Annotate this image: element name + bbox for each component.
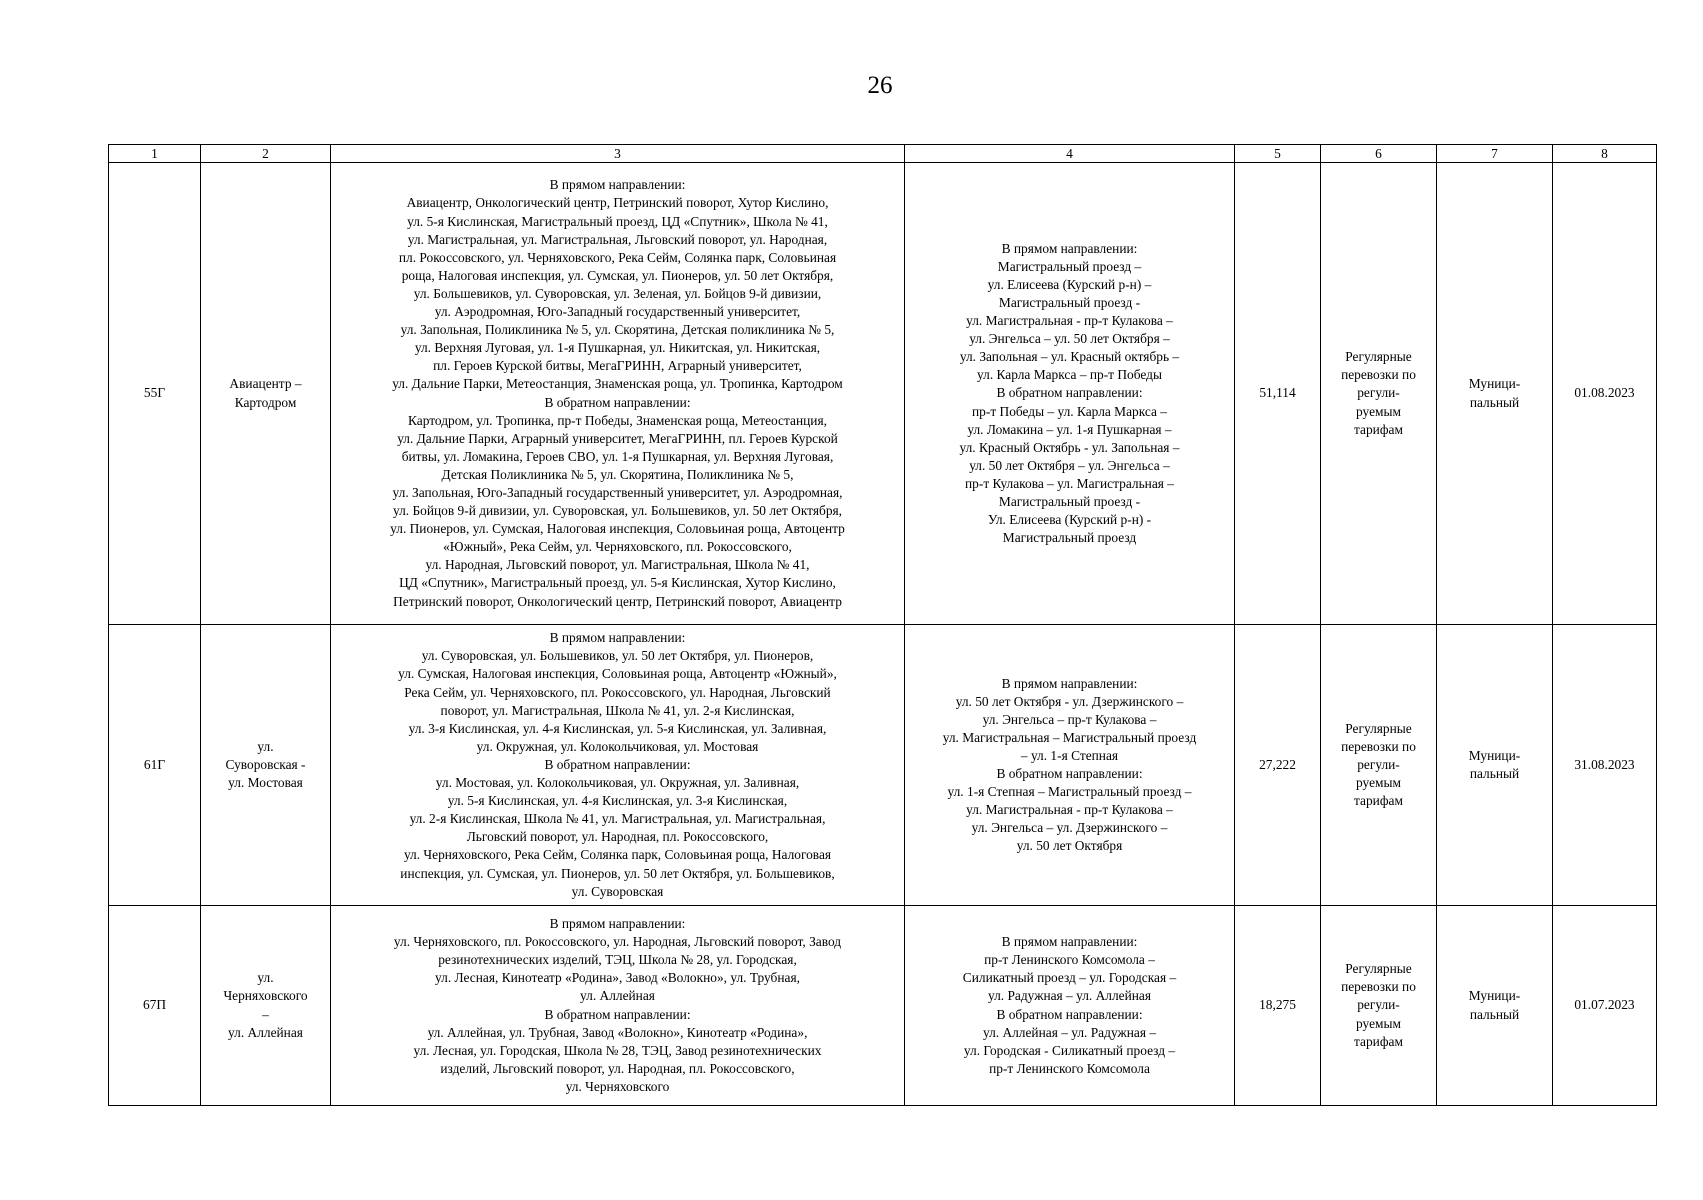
route-length: 51,114 [1235,163,1321,625]
table-row [109,625,1657,906]
route-number: 55Г [109,163,201,625]
route-name: ул. Суворовская - ул. Мостовая [201,625,331,906]
column-header: 2 [201,145,331,163]
transport-type: Регулярные перевозки по регули- руемым тарифам [1321,906,1437,1106]
table-row [109,163,1657,625]
page-number: 26 [867,72,893,99]
table-row [109,906,1657,1106]
route-date: 31.08.2023 [1553,625,1657,906]
route-stops: В прямом направлении: ул. Черняховского, пл. Рокоссовского, ул. Народная, Льговский поворот, Завод резинотехнических изделий, ТЭЦ, Школа № 28, ул. Городская, ул. Лесная, Кинотеатр «Родина», Завод «Волокно», ул. Трубная, ул. Аллейная В обратном направлении: ул. Аллейная, ул. Трубная, Завод «Волокно», Кинотеатр «Родина», ул. Лесная, ул. Городская, Школа № 28, ТЭЦ, Завод резинотехнических изделий, Льговский поворот, ул. Народная, пл. Рокоссовского, ул. Черняховского [331,906,905,1106]
route-number: 61Г [109,625,201,906]
route-length: 18,275 [1235,906,1321,1106]
route-streets: В прямом направлении: ул. 50 лет Октября - ул. Дзержинского – ул. Энгельса – пр-т Кулакова – ул. Магистральная – Магистральный проезд – ул. 1-я Степная В обратном направлении: ул. 1-я Степная – Магистральный проезд – ул. Магистральная - пр-т Кулакова – ул. Энгельса – ул. Дзержинского – ул. 50 лет Октября [905,625,1235,906]
route-kind: Муници- пальный [1437,625,1553,906]
route-name: Авиацентр – Картодром [201,163,331,625]
route-streets: В прямом направлении: пр-т Ленинского Комсомола – Силикатный проезд – ул. Городская – ул. Радужная – ул. Аллейная В обратном направлении: ул. Аллейная – ул. Радужная – ул. Городская - Силикатный проезд – пр-т Ленинского Комсомола [905,906,1235,1106]
column-header: 3 [331,145,905,163]
route-date: 01.08.2023 [1553,163,1657,625]
column-header: 6 [1321,145,1437,163]
transport-type: Регулярные перевозки по регули- руемым тарифам [1321,625,1437,906]
column-header: 7 [1437,145,1553,163]
route-kind: Муници- пальный [1437,163,1553,625]
header-row [109,145,1657,163]
route-kind: Муници- пальный [1437,906,1553,1106]
column-header: 1 [109,145,201,163]
column-header: 5 [1235,145,1321,163]
route-stops: В прямом направлении: ул. Суворовская, ул. Большевиков, ул. 50 лет Октября, ул. Пионеров, ул. Сумская, Налоговая инспекция, Соловьиная роща, Автоцентр «Южный», Река Сейм, ул. Черняховского, пл. Рокоссовского, ул. Народная, Льговский поворот, ул. Магистральная, Школа № 41, ул. 2-я Кислинская, ул. 3-я Кислинская, ул. 4-я Кислинская, ул. 5-я Кислинская, ул. Заливная, ул. Окружная, ул. Колокольчиковая, ул. Мостовая В обратном направлении: ул. Мостовая, ул. Колокольчиковая, ул. Окружная, ул. Заливная, ул. 5-я Кислинская, ул. 4-я Кислинская, ул. 3-я Кислинская, ул. 2-я Кислинская, Школа № 41, ул. Магистральная, ул. Магистральная, Льговский поворот, ул. Народная, пл. Рокоссовского, ул. Черняховского, Река Сейм, Солянка парк, Соловьиная роща, Налоговая инспекция, ул. Сумская, ул. Пионеров, ул. 50 лет Октября, ул. Большевиков, ул. Суворовская [331,625,905,906]
column-header: 8 [1553,145,1657,163]
route-length: 27,222 [1235,625,1321,906]
route-date: 01.07.2023 [1553,906,1657,1106]
column-header: 4 [905,145,1235,163]
transport-type: Регулярные перевозки по регули- руемым тарифам [1321,163,1437,625]
route-stops: В прямом направлении: Авиацентр, Онкологический центр, Петринский поворот, Хутор Кислино, ул. 5-я Кислинская, Магистральный проезд, ЦД «Спутник», Школа № 41, ул. Магистральная, ул. Магистральная, Льговский поворот, ул. Народная, пл. Рокоссовского, ул. Черняховского, Река Сейм, Солянка парк, Соловьиная роща, Налоговая инспекция, ул. Сумская, ул. Пионеров, ул. 50 лет Октября, ул. Большевиков, ул. Суворовская, ул. Зеленая, ул. Бойцов 9-й дивизии, ул. Аэродромная, Юго-Западный государственный университет, ул. Запольная, Поликлиника № 5, ул. Скорятина, Детская поликлиника № 5, ул. Верхняя Луговая, ул. 1-я Пушкарная, ул. Никитская, ул. Никитская, пл. Героев Курской битвы, МегаГРИНН, Аграрный университет, ул. Дальние Парки, Метеостанция, Знаменская роща, ул. Тропинка, Картодром В обратном направлении: Картодром, ул. Тропинка, пр-т Победы, Знаменская роща, Метеостанция, ул. Дальние Парки, Аграрный университет, МегаГРИНН, пл. Героев Курской битвы, ул. Ломакина, Героев СВО, ул. 1-я Пушкарная, ул. Верхняя Луговая, Детская Поликлиника № 5, ул. Скорятина, Поликлиника № 5, ул. Запольная, Юго-Западный государственный университет, ул. Аэродромная, ул. Бойцов 9-й дивизии, ул. Суворовская, ул. Большевиков, ул. 50 лет Октября, ул. Пионеров, ул. Сумская, Налоговая инспекция, Соловьиная роща, Автоцентр «Южный», Река Сейм, ул. Черняховского, пл. Рокоссовского, ул. Народная, Льговский поворот, ул. Магистральная, Школа № 41, ЦД «Спутник», Магистральный проезд, ул. 5-я Кислинская, Хутор Кислино, Петринский поворот, Онкологический центр, Петринский поворот, Авиацентр [331,163,905,625]
route-name: ул. Черняховского – ул. Аллейная [201,906,331,1106]
route-streets: В прямом направлении: Магистральный проезд – ул. Елисеева (Курский р-н) – Магистральный проезд - ул. Магистральная - пр-т Кулакова – ул. Энгельса – ул. 50 лет Октября – ул. Запольная – ул. Красный октябрь – ул. Карла Маркса – пр-т Победы В обратном направлении: пр-т Победы – ул. Карла Маркса – ул. Ломакина – ул. 1-я Пушкарная – ул. Красный Октябрь - ул. Запольная – ул. 50 лет Октября – ул. Энгельса – пр-т Кулакова – ул. Магистральная – Магистральный проезд - Ул. Елисеева (Курский р-н) - Магистральный проезд [905,163,1235,625]
routes-table [108,144,1657,1106]
route-number: 67П [109,906,201,1106]
